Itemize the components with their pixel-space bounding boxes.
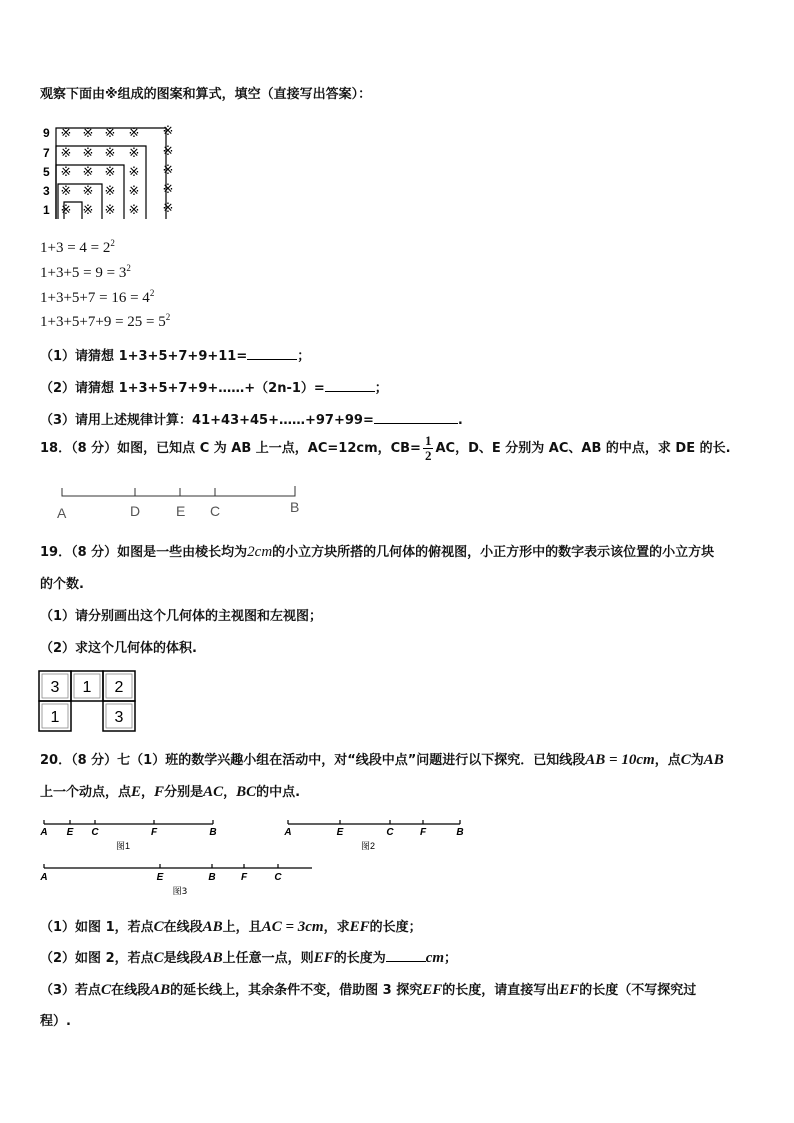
q20-part3: （3）若点C在线段AB的延长线上，其余条件不变，借助图 3 探究EF的长度，请直接写出EF的长度（不写探究过 xyxy=(40,982,697,998)
pattern-symbol: ※ xyxy=(128,202,140,217)
grid-cell: 1 xyxy=(50,709,60,726)
q18-text: 18．（8 分）如图，已知点 C 为 AB 上一点，AC=12cm，CB= $\frac{1}{2}$ AC，D、E 分别为 AC、AB 的中点，求 DE 的长. xyxy=(40,433,731,463)
fig2-label: A xyxy=(284,827,292,838)
q17-part3: （3）请用上述规律计算：41+43+45+……+97+99= . xyxy=(40,413,463,428)
pattern-symbol: ※ xyxy=(82,125,94,140)
q20-part2: （2）如图 2，若点C是线段AB上任意一点，则EF的长度为 cm； xyxy=(40,950,458,966)
fig1-label: E xyxy=(66,827,74,838)
q19-part2: （2）求这个几何体的体积. xyxy=(40,641,197,656)
q19-top-view-grid xyxy=(38,670,140,734)
pattern-symbol: ※ xyxy=(128,164,140,179)
pattern-row-label: 9 xyxy=(43,126,50,140)
fig3-label: A xyxy=(40,872,48,883)
q20-part1: （1）如图 1，若点C在线段AB上，且AC = 3cm，求EF的长度； xyxy=(40,919,422,935)
grid-cell: 2 xyxy=(114,679,124,696)
equation-4: $1+3+5+7+9 = 25 = 5^2$ xyxy=(40,312,171,330)
pattern-symbol: ※ xyxy=(82,202,94,217)
grid-cell: 3 xyxy=(114,709,124,726)
equation-3: $1+3+5+7 = 16 = 4^2$ xyxy=(40,288,155,306)
fig1-label: F xyxy=(150,827,158,838)
q18-label-A: A xyxy=(57,505,67,520)
pattern-symbol: ※ xyxy=(128,125,140,140)
pattern-symbol: ※ xyxy=(60,183,72,198)
fig1-caption: 图1 xyxy=(115,841,131,851)
pattern-row-label: 5 xyxy=(43,165,50,179)
q19-line2: 的个数. xyxy=(40,577,84,592)
fig3-label: F xyxy=(240,872,248,883)
q18-label-C: C xyxy=(210,503,221,519)
q17-part2: （2）请猜想 1+3+5+7+9+……+（2n-1）= ； xyxy=(40,381,388,396)
fig1-label: A xyxy=(40,827,48,838)
q18-segment-figure xyxy=(55,484,315,520)
pattern-figure xyxy=(40,122,190,222)
q19-part1: （1）请分别画出这个几何体的主视图和左视图； xyxy=(40,609,323,624)
fig2-caption: 图2 xyxy=(360,841,376,851)
pattern-symbol: ※ xyxy=(128,145,140,160)
pattern-symbol: ※ xyxy=(162,143,174,158)
pattern-symbol: ※ xyxy=(162,200,174,215)
pattern-symbol: ※ xyxy=(60,202,72,217)
fig3-caption: 图3 xyxy=(172,887,188,897)
fig3-label: E xyxy=(156,872,164,883)
pattern-symbol: ※ xyxy=(104,125,116,140)
fig3-label: B xyxy=(208,872,216,883)
pattern-symbols xyxy=(61,123,174,217)
pattern-row-label: 7 xyxy=(43,146,50,160)
q20-part3-line2: 程）. xyxy=(40,1014,71,1029)
pattern-symbol: ※ xyxy=(82,183,94,198)
q20-figure-3 xyxy=(38,860,328,898)
pattern-symbol: ※ xyxy=(60,145,72,160)
grid-cell: 3 xyxy=(50,679,60,696)
fig2-label: E xyxy=(336,827,344,838)
fig1-label: B xyxy=(209,827,217,838)
pattern-symbol: ※ xyxy=(104,202,116,217)
pattern-symbol: ※ xyxy=(162,123,174,138)
q20-line2: 上一个动点，点E，F分别是AC，BC的中点. xyxy=(40,784,301,800)
equation-1: $1+3 = 4 = 2^2$ xyxy=(40,238,115,256)
fig2-label: F xyxy=(419,827,427,838)
pattern-symbol: ※ xyxy=(128,183,140,198)
pattern-row-label: 3 xyxy=(43,184,50,198)
pattern-symbol: ※ xyxy=(82,164,94,179)
fraction-half: $\frac{1}{2}$ xyxy=(424,433,432,463)
q18-label-D: D xyxy=(130,503,141,519)
pattern-symbol: ※ xyxy=(104,164,116,179)
pattern-symbol: ※ xyxy=(60,164,72,179)
q19-line1: 19．（8 分）如图是一些由棱长均为2cm的小立方块所搭的几何体的俯视图，小正方形中的数字表示该位置的小立方块 xyxy=(40,544,715,560)
equation-2: $1+3+5 = 9 = 3^2$ xyxy=(40,263,131,281)
q18-label-B: B xyxy=(290,499,300,515)
q18-label-E: E xyxy=(176,503,186,519)
q17-part1: （1）请猜想 1+3+5+7+9+11= ； xyxy=(40,349,311,364)
pattern-symbol: ※ xyxy=(162,181,174,196)
pattern-row-label: 1 xyxy=(43,203,50,217)
pattern-symbol: ※ xyxy=(104,183,116,198)
fig3-label: C xyxy=(274,872,282,883)
q20-line1: 20．（8 分）七（1）班的数学兴趣小组在活动中，对“线段中点”问题进行以下探究．已知线段AB = 10cm，点C为AB xyxy=(40,752,724,768)
fig2-label: C xyxy=(386,827,394,838)
q20-figures-1-2 xyxy=(38,816,468,856)
intro-text: 观察下面由※组成的图案和算式，填空（直接写出答案）： xyxy=(40,87,372,102)
pattern-symbol: ※ xyxy=(60,125,72,140)
fig2-label: B xyxy=(456,827,464,838)
grid-cell: 1 xyxy=(82,679,92,696)
fig1-label: C xyxy=(91,827,99,838)
pattern-symbol: ※ xyxy=(162,162,174,177)
pattern-symbol: ※ xyxy=(82,145,94,160)
pattern-symbol: ※ xyxy=(104,145,116,160)
